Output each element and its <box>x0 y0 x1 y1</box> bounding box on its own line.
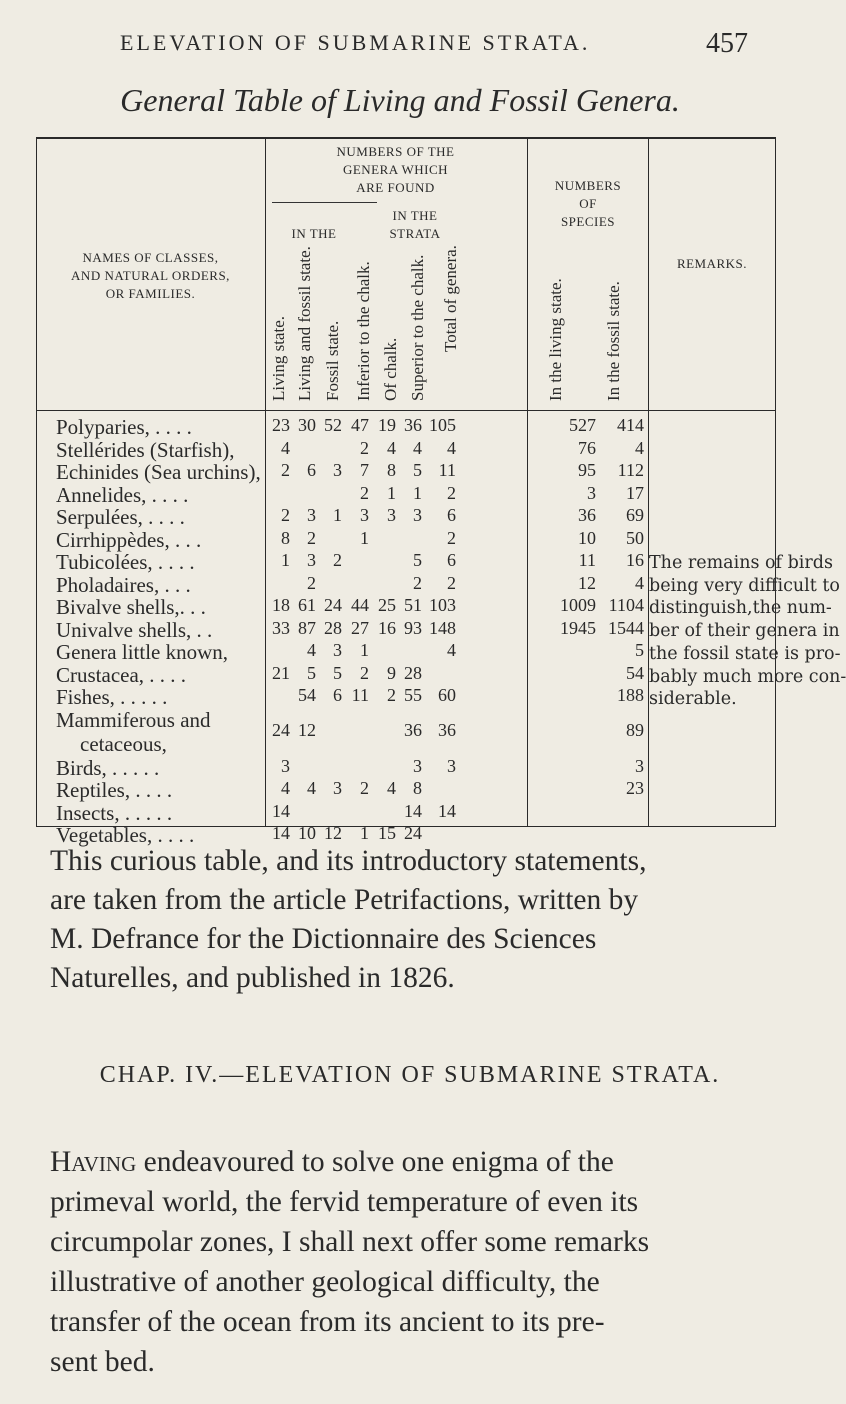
chapter-heading: CHAP. IV.—ELEVATION OF SUBMARINE STRATA. <box>99 1062 721 1088</box>
table-cell: 1009 <box>560 595 596 615</box>
row-name-continued: cetaceous, <box>80 731 167 756</box>
genera-header-line: ARE FOUND <box>356 180 435 195</box>
table-cell: 1 <box>360 640 369 660</box>
table-top-rule <box>36 137 776 139</box>
table-title: General Table of Living and Fossil Genera. <box>120 82 680 118</box>
table-cell: 14 <box>272 823 290 843</box>
table-cell: 3 <box>307 550 316 570</box>
remarks-line: distinguish,the num- <box>649 598 832 619</box>
table-cell: 7 <box>360 460 369 480</box>
table-cell: 4 <box>447 437 456 458</box>
table-cell: 55 <box>404 685 422 705</box>
table-cell: 36 <box>404 719 422 740</box>
table-cell: 4 <box>281 778 290 798</box>
table-cell: 2 <box>387 685 396 705</box>
table-cell: 8 <box>413 778 422 798</box>
paragraph-line: transfer of the ocean from its ancient to its pre- <box>50 1306 605 1338</box>
table-cell: 76 <box>578 437 596 458</box>
paragraph-chapter-intro <box>50 1142 770 1382</box>
table-cell: 30 <box>298 415 316 435</box>
table-cell: 28 <box>404 662 422 683</box>
table-left-rule <box>36 137 37 827</box>
remarks-text <box>649 552 846 711</box>
paragraph-line: This curious table, and its introductory statements, <box>50 845 647 877</box>
table-cell: 1 <box>413 482 422 503</box>
running-head-title: ELEVATION OF SUBMARINE STRATA. <box>120 30 591 55</box>
row-name: Tubicolées, . . . . <box>56 550 195 574</box>
table-cell: 6 <box>447 550 456 570</box>
table-right-rule <box>775 137 776 827</box>
species-header-line: NUMBERS <box>554 178 622 193</box>
remarks-line: siderable. <box>649 689 737 710</box>
table-cell: 8 <box>387 460 396 480</box>
row-name: Crustacea, . . . . <box>56 662 187 687</box>
row-name: Pholadaires, . . . <box>56 572 191 597</box>
table-cell: 21 <box>272 662 290 683</box>
table-cell: 3 <box>447 755 456 776</box>
table-cell: 4 <box>281 437 290 458</box>
table-cell: 5 <box>635 640 644 660</box>
row-name: Stellérides (Starfish), <box>56 437 235 462</box>
remarks-line: The remains of birds <box>649 553 833 573</box>
row-name: Fishes, . . . . . <box>56 685 168 709</box>
genera-brace: ⎯⎯⎯⎯⎯⎯⎯⎯⎯⎯⎯⎯⎯⎯⎯ <box>272 195 377 210</box>
table-cell: 25 <box>378 595 396 615</box>
table-cell: 61 <box>298 595 316 615</box>
table-cell: 14 <box>438 800 456 821</box>
table-cell: 414 <box>617 415 644 435</box>
table-cell: 3 <box>333 640 342 660</box>
page-number: 457 <box>706 28 748 59</box>
table-cell: 3 <box>413 755 422 776</box>
table-cell: 5 <box>413 460 422 480</box>
col-header-fossil: Fossil state. <box>323 320 342 401</box>
table-cell: 28 <box>324 617 342 638</box>
paragraph-line: Naturelles, and published in 1826. <box>50 962 455 994</box>
table-cell: 1 <box>281 550 290 570</box>
row-name: Genera little known, <box>56 640 229 664</box>
strata-header-line: STRATA <box>389 226 441 241</box>
genera-header-line: GENERA WHICH <box>342 162 449 177</box>
table-cell: 24 <box>272 719 290 740</box>
table-cell: 2 <box>447 482 456 503</box>
remarks-line: bably much more con- <box>649 666 846 687</box>
table-cell: 2 <box>360 437 369 458</box>
table-cell: 33 <box>272 617 290 638</box>
table-cell: 16 <box>626 550 644 570</box>
row-name: Bivalve shells,. . . <box>56 595 206 619</box>
table-cell: 54 <box>626 662 644 683</box>
table-cell: 2 <box>281 505 290 525</box>
table-cell: 1104 <box>608 595 644 615</box>
remarks-line: ber of their genera in <box>649 621 840 642</box>
table-cell: 69 <box>626 505 644 525</box>
col-header-species-fossil: In the fossil state. <box>604 281 623 401</box>
paragraph-line: circumpolar zones, I shall next offer some remarks <box>50 1226 650 1258</box>
table-cell: 36 <box>578 505 596 525</box>
table-cell: 93 <box>404 617 422 638</box>
remarks-line: the fossil state is pro- <box>649 643 841 664</box>
names-header-line: AND NATURAL ORDERS, <box>71 268 230 283</box>
table-cell: 54 <box>298 685 316 705</box>
table-cell: 4 <box>447 640 456 660</box>
table-cell: 11 <box>578 550 596 570</box>
table-cell: 3 <box>333 460 342 480</box>
row-name: Annelides, . . . . <box>56 482 189 507</box>
table-cell: 527 <box>569 415 596 435</box>
row-name: Birds, . . . . . <box>56 755 160 780</box>
first-line-rest: endeavoured to solve one enigma of the <box>136 1146 614 1178</box>
table-cell: 1544 <box>608 617 644 638</box>
table-cell: 44 <box>351 595 369 615</box>
table-cell: 1945 <box>560 617 596 638</box>
names-header <box>36 249 265 303</box>
table-cell: 3 <box>360 505 369 525</box>
table-cell: 2 <box>307 527 316 548</box>
table-cell: 10 <box>298 823 316 843</box>
table-cell: 12 <box>298 719 316 740</box>
col-header-living: Living state. <box>269 316 288 401</box>
table-cell: 3 <box>333 778 342 798</box>
col-header-of-chalk: Of chalk. <box>381 337 400 401</box>
remarks-line: being very difficult to <box>649 575 840 596</box>
running-head <box>0 30 800 60</box>
table-cell: 89 <box>626 719 644 740</box>
table-cell: 27 <box>351 617 369 638</box>
table-cell: 23 <box>272 415 290 435</box>
row-name: Serpulées, . . . . <box>56 505 185 529</box>
table-cell: 2 <box>360 662 369 683</box>
row-name: Mammiferous and <box>56 707 211 732</box>
table-cell: 3 <box>387 505 396 525</box>
row-name: Insects, . . . . . <box>56 800 173 825</box>
table-cell: 2 <box>360 778 369 798</box>
table-cell: 188 <box>617 685 644 705</box>
table-cell: 10 <box>578 527 596 548</box>
table-cell: 4 <box>307 640 316 660</box>
species-header-line: SPECIES <box>560 214 616 229</box>
table-cell: 6 <box>307 460 316 480</box>
row-name: Univalve shells, . . <box>56 617 213 642</box>
table-cell: 4 <box>413 437 422 458</box>
table-cell: 12 <box>578 572 596 593</box>
table-cell: 14 <box>404 800 422 821</box>
table-cell: 2 <box>281 460 290 480</box>
table-cell: 36 <box>404 415 422 435</box>
in-the-header: IN THE <box>291 226 337 241</box>
table-cell: 4 <box>307 778 316 798</box>
table-cell: 24 <box>404 823 422 843</box>
table-cell: 3 <box>307 505 316 525</box>
table-cell: 105 <box>429 415 456 435</box>
table-cell: 5 <box>333 662 342 683</box>
table-cell: 6 <box>333 685 342 705</box>
table-cell: 17 <box>626 482 644 503</box>
table-cell: 4 <box>387 437 396 458</box>
table-cell: 103 <box>429 595 456 615</box>
paragraph-line: sent bed. <box>50 1346 155 1378</box>
table-cell: 112 <box>617 460 644 480</box>
table-cell: 11 <box>351 685 369 705</box>
table-cell: 36 <box>438 719 456 740</box>
table-cell: 47 <box>351 415 369 435</box>
table-cell: 1 <box>360 823 369 843</box>
paragraph-source-note <box>50 842 770 998</box>
col-header-total-genera: Total of genera. <box>441 245 460 352</box>
table-cell: 16 <box>378 617 396 638</box>
table-cell: 15 <box>378 823 396 843</box>
table-cell: 148 <box>429 617 456 638</box>
table-cell: 51 <box>404 595 422 615</box>
paragraph-line: are taken from the article Petrifactions, written by <box>50 884 639 916</box>
paragraph-line: M. Defrance for the Dictionnaire des Sciences <box>50 923 597 955</box>
row-name: Vegetables, . . . . <box>56 823 195 847</box>
table-cell: 52 <box>324 415 342 435</box>
table-cell: 50 <box>626 527 644 548</box>
col-header-species-living: In the living state. <box>546 278 565 401</box>
species-group-header <box>530 177 646 231</box>
row-name: Polyparies, . . . . <box>56 415 192 439</box>
table-cell: 2 <box>447 527 456 548</box>
table-cell: 3 <box>635 755 644 776</box>
row-name: Cirrhippèdes, . . . <box>56 527 202 552</box>
remarks-header: REMARKS. <box>676 256 748 271</box>
row-name: Echinides (Sea urchins), <box>56 460 261 484</box>
row-name: Reptiles, . . . . <box>56 778 173 802</box>
table-cell: 2 <box>333 550 342 570</box>
paragraph-line <box>50 1142 770 1182</box>
names-header-line: OR FAMILIES. <box>105 286 196 301</box>
names-header-line: NAMES OF CLASSES, <box>82 250 219 265</box>
table-cell: 1 <box>387 482 396 503</box>
col-header-superior-chalk: Superior to the chalk. <box>408 254 427 401</box>
table-cell: 2 <box>413 572 422 593</box>
species-header-line: OF <box>579 196 597 211</box>
col-header-inferior-chalk: Inferior to the chalk. <box>354 261 373 401</box>
table-cell: 2 <box>447 572 456 593</box>
table-cell: 11 <box>438 460 456 480</box>
table-cell: 12 <box>324 823 342 843</box>
drop-word: Having <box>50 1146 137 1178</box>
table-cell: 3 <box>587 482 596 503</box>
col-header-living-and-fossil: Living and fossil state. <box>295 246 314 401</box>
table-cell: 6 <box>447 505 456 525</box>
table-cell: 23 <box>626 778 644 798</box>
paragraph-line: primeval world, the fervid temperature of even its <box>50 1186 639 1218</box>
paragraph-line: illustrative of another geological difficulty, the <box>50 1266 600 1298</box>
table-cell: 2 <box>360 482 369 503</box>
table-cell: 3 <box>413 505 422 525</box>
table-cell: 2 <box>307 572 316 593</box>
table-cell: 5 <box>307 662 316 683</box>
table-cell: 18 <box>272 595 290 615</box>
table-cell: 1 <box>333 505 342 525</box>
table-cell: 24 <box>324 595 342 615</box>
table-cell: 1 <box>360 527 369 548</box>
table-cell: 4 <box>635 437 644 458</box>
table-cell: 60 <box>438 685 456 705</box>
remarks-col-rule <box>648 137 649 827</box>
in-the-strata-header <box>362 207 468 243</box>
table-cell: 3 <box>281 755 290 776</box>
table-cell: 19 <box>378 415 396 435</box>
genera-table <box>36 137 776 847</box>
table-cell: 8 <box>281 527 290 548</box>
genera-group-header <box>268 143 523 197</box>
table-cell: 14 <box>272 800 290 821</box>
strata-header-line: IN THE <box>392 208 438 223</box>
species-col-rule <box>527 137 528 827</box>
table-cell: 9 <box>387 662 396 683</box>
header-rule <box>36 410 776 411</box>
genera-header-line: NUMBERS OF THE <box>336 144 455 159</box>
table-cell: 4 <box>635 572 644 593</box>
table-cell: 87 <box>298 617 316 638</box>
table-cell: 95 <box>578 460 596 480</box>
table-cell: 5 <box>413 550 422 570</box>
table-cell: 4 <box>387 778 396 798</box>
